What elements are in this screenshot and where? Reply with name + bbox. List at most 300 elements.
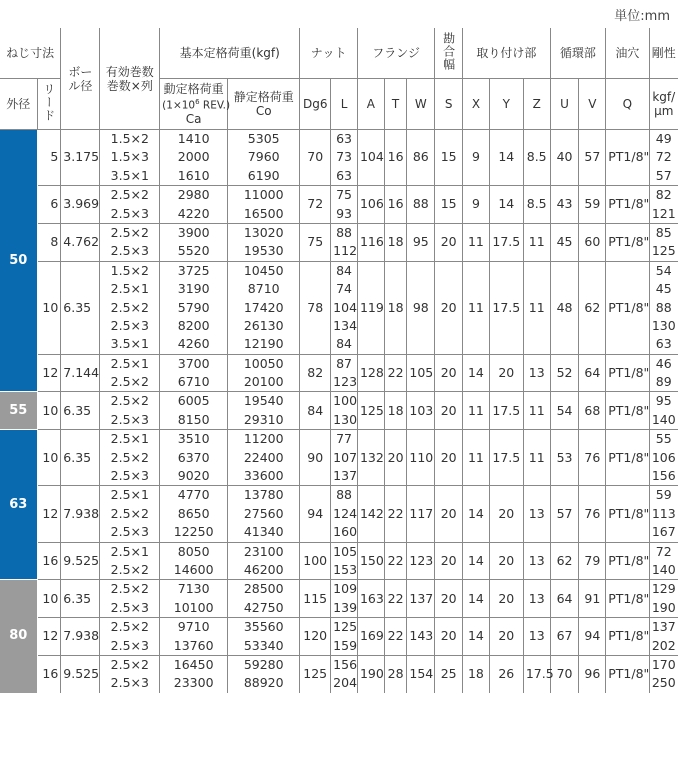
x-cell: 11: [463, 261, 490, 354]
lead-cell: 16: [37, 655, 61, 692]
header-rigidity: 剛性: [649, 28, 678, 79]
rigidity-cell-value: 156: [651, 468, 676, 484]
w-cell: 88: [407, 186, 435, 224]
table-row: [0, 223, 678, 261]
ball-dia-cell: 4.762: [61, 223, 100, 261]
a-cell: 128: [357, 354, 384, 392]
rigidity-cell: [649, 186, 678, 224]
rigidity-cell-value: 54: [655, 262, 672, 278]
length-cell-value: 125: [333, 619, 358, 635]
dynamic-load-cell-value: 6710: [177, 374, 210, 390]
rigidity-cell-value: 89: [655, 374, 672, 390]
t-cell: 18: [384, 261, 407, 354]
u-cell: 62: [550, 542, 579, 580]
static-load-cell-value: 59280: [243, 656, 284, 672]
dynamic-load-cell: [160, 430, 228, 486]
dynamic-load-cell-value: 2980: [177, 187, 210, 203]
oil-hole-cell: PT1/8": [606, 542, 649, 580]
x-cell: 14: [463, 618, 490, 656]
ball-dia-cell: 7.144: [61, 354, 100, 392]
header-screw-size: ねじ寸法: [0, 28, 61, 79]
dynamic-load-cell-value: 23300: [173, 675, 214, 691]
y-cell: 20: [489, 354, 523, 392]
header-turns: 有効巻数 巻数×列: [100, 28, 160, 130]
static-load-cell: [228, 130, 300, 186]
length-cell-value: 107: [333, 449, 358, 465]
static-load-cell-value: 23100: [243, 543, 284, 559]
ball-dia-cell: 7.938: [61, 618, 100, 656]
header-recirc: 循環部: [550, 28, 606, 79]
length-cell-value: 63: [336, 131, 353, 146]
z-cell: 13: [523, 580, 550, 618]
dynamic-load-cell: [160, 580, 228, 618]
x-cell: 9: [463, 186, 490, 224]
dynamic-load-cell-value: 12250: [173, 524, 214, 540]
x-cell: 14: [463, 580, 490, 618]
header-s: S: [435, 79, 463, 130]
ball-dia-cell: 9.525: [61, 542, 100, 580]
z-cell: 8.5: [523, 130, 550, 186]
turns-cell-value: 1.5×2: [110, 131, 149, 146]
lead-cell: 12: [37, 354, 61, 392]
s-cell: 15: [435, 186, 463, 224]
rigidity-cell: [649, 392, 678, 430]
table-row: [0, 580, 678, 618]
dg6-cell: 120: [300, 618, 331, 656]
u-cell: 70: [550, 655, 579, 692]
rigidity-cell-value: 49: [655, 131, 672, 146]
u-cell: 40: [550, 130, 579, 186]
dg6-cell: 82: [300, 354, 331, 392]
a-cell: 104: [357, 130, 384, 186]
length-cell-value: 77: [336, 431, 353, 447]
dynamic-load-cell-value: 8150: [177, 411, 210, 427]
x-cell: 11: [463, 430, 490, 486]
w-cell: 117: [407, 486, 435, 542]
length-cell-value: 88: [336, 224, 353, 240]
dynamic-load-cell-value: 7130: [177, 581, 210, 597]
rigidity-cell-value: 59: [655, 487, 672, 503]
turns-cell-value: 3.5×1: [110, 336, 149, 352]
rigidity-cell-value: 170: [651, 656, 676, 672]
u-cell: 48: [550, 261, 579, 354]
y-cell: 20: [489, 618, 523, 656]
length-cell: [331, 261, 358, 354]
rigidity-cell-value: 57: [655, 167, 672, 183]
s-cell: 20: [435, 580, 463, 618]
a-cell: 116: [357, 223, 384, 261]
turns-cell-value: 2.5×2: [110, 224, 149, 240]
length-cell-value: 123: [333, 374, 358, 390]
oil-hole-cell: PT1/8": [606, 186, 649, 224]
turns-cell: [100, 486, 160, 542]
static-load-cell: [228, 186, 300, 224]
rigidity-cell-value: 167: [651, 524, 676, 540]
turns-cell-value: 2.5×2: [110, 187, 149, 203]
outer-dia-cell: 80: [0, 580, 37, 693]
turns-cell: [100, 392, 160, 430]
a-cell: 190: [357, 655, 384, 692]
turns-cell: [100, 580, 160, 618]
length-cell: [331, 223, 358, 261]
dynamic-load-cell-value: 2000: [177, 149, 210, 165]
lead-cell: 12: [37, 618, 61, 656]
dynamic-load-cell-value: 14600: [173, 561, 214, 577]
z-cell: 11: [523, 430, 550, 486]
t-cell: 16: [384, 130, 407, 186]
v-cell: 64: [579, 354, 606, 392]
dynamic-load-cell-value: 1610: [177, 167, 210, 183]
header-outer-dia: 外径: [0, 79, 37, 130]
t-cell: 28: [384, 655, 407, 692]
static-load-cell-value: 53340: [243, 637, 284, 653]
a-cell: 132: [357, 430, 384, 486]
ball-dia-cell: 6.35: [61, 430, 100, 486]
oil-hole-cell: PT1/8": [606, 486, 649, 542]
rigidity-cell: [649, 223, 678, 261]
static-load-cell-value: 19530: [243, 243, 284, 259]
turns-cell-value: 2.5×3: [110, 468, 149, 484]
rigidity-cell-value: 88: [655, 299, 672, 315]
w-cell: 154: [407, 655, 435, 692]
turns-cell-value: 2.5×3: [110, 411, 149, 427]
t-cell: 22: [384, 580, 407, 618]
t-cell: 16: [384, 186, 407, 224]
lead-cell: 10: [37, 261, 61, 354]
unit-label: 単位:mm: [614, 9, 670, 24]
length-cell-value: 124: [333, 505, 358, 521]
turns-cell: [100, 618, 160, 656]
turns-cell: [100, 430, 160, 486]
table-row: [0, 486, 678, 542]
static-load-cell-value: 22400: [243, 449, 284, 465]
turns-cell: [100, 130, 160, 186]
static-load-cell-value: 26130: [243, 317, 284, 333]
oil-hole-cell: PT1/8": [606, 354, 649, 392]
static-load-cell-value: 5305: [247, 131, 280, 146]
turns-cell: [100, 186, 160, 224]
static-load-cell-value: 11000: [243, 187, 284, 203]
dg6-cell: 84: [300, 392, 331, 430]
w-cell: 86: [407, 130, 435, 186]
lead-cell: 16: [37, 542, 61, 580]
header-rig-unit: kgf/ μm: [649, 79, 678, 130]
u-cell: 45: [550, 223, 579, 261]
a-cell: 119: [357, 261, 384, 354]
y-cell: 20: [489, 580, 523, 618]
static-load-cell-value: 12190: [243, 336, 284, 352]
u-cell: 52: [550, 354, 579, 392]
u-cell: 67: [550, 618, 579, 656]
table-row: [0, 392, 678, 430]
table-row: [0, 655, 678, 692]
rigidity-cell: [649, 618, 678, 656]
lead-cell: 8: [37, 223, 61, 261]
x-cell: 14: [463, 542, 490, 580]
turns-cell-value: 2.5×2: [110, 561, 149, 577]
static-load-cell-value: 11200: [243, 431, 284, 447]
static-load-cell-value: 10050: [243, 355, 284, 371]
oil-hole-cell: PT1/8": [606, 430, 649, 486]
static-load-cell-value: 33600: [243, 468, 284, 484]
lead-cell: 6: [37, 186, 61, 224]
y-cell: 14: [489, 186, 523, 224]
dg6-cell: 78: [300, 261, 331, 354]
static-load-cell-value: 27560: [243, 505, 284, 521]
turns-cell-value: 2.5×3: [110, 205, 149, 221]
outer-dia-cell: 63: [0, 430, 37, 580]
z-cell: 11: [523, 223, 550, 261]
dynamic-load-cell-value: 3725: [177, 262, 210, 278]
turns-cell: [100, 261, 160, 354]
length-cell: [331, 354, 358, 392]
rigidity-cell-value: 45: [655, 281, 672, 297]
w-cell: 103: [407, 392, 435, 430]
static-load-cell: [228, 430, 300, 486]
rigidity-cell-value: 140: [651, 561, 676, 577]
a-cell: 163: [357, 580, 384, 618]
u-cell: 54: [550, 392, 579, 430]
table-row: [0, 186, 678, 224]
static-load-cell: [228, 261, 300, 354]
static-load-cell-value: 13780: [243, 487, 284, 503]
w-cell: 123: [407, 542, 435, 580]
table-row: [0, 130, 678, 186]
turns-cell-value: 2.5×2: [110, 374, 149, 390]
length-cell: [331, 130, 358, 186]
header-y: Y: [489, 79, 523, 130]
dynamic-load-cell: [160, 392, 228, 430]
length-cell-value: 75: [336, 187, 353, 203]
dynamic-load-cell: [160, 542, 228, 580]
turns-cell-value: 2.5×3: [110, 243, 149, 259]
v-cell: 59: [579, 186, 606, 224]
turns-cell-value: 1.5×3: [110, 149, 149, 165]
lead-cell: 10: [37, 392, 61, 430]
lead-cell: 12: [37, 486, 61, 542]
turns-cell-value: 2.5×1: [110, 431, 149, 447]
length-cell: [331, 542, 358, 580]
rigidity-cell: [649, 542, 678, 580]
y-cell: 14: [489, 130, 523, 186]
t-cell: 18: [384, 223, 407, 261]
x-cell: 14: [463, 486, 490, 542]
length-cell: [331, 392, 358, 430]
turns-cell-value: 2.5×1: [110, 281, 149, 297]
dynamic-load-cell-value: 3510: [177, 431, 210, 447]
u-cell: 64: [550, 580, 579, 618]
dynamic-load-cell: [160, 261, 228, 354]
u-cell: 43: [550, 186, 579, 224]
dynamic-load-cell-value: 8050: [177, 543, 210, 559]
rigidity-cell-value: 95: [655, 393, 672, 409]
rigidity-cell-value: 113: [651, 505, 676, 521]
z-cell: 8.5: [523, 186, 550, 224]
dynamic-load-cell-value: 16450: [173, 656, 214, 672]
v-cell: 94: [579, 618, 606, 656]
header-a: A: [357, 79, 384, 130]
dynamic-load-cell-value: 3900: [177, 224, 210, 240]
t-cell: 18: [384, 392, 407, 430]
rigidity-cell-value: 46: [655, 355, 672, 371]
length-cell-value: 105: [333, 543, 358, 559]
length-cell: [331, 486, 358, 542]
dynamic-load-cell-value: 5790: [177, 299, 210, 315]
turns-cell-value: 2.5×1: [110, 543, 149, 559]
t-cell: 22: [384, 486, 407, 542]
ball-dia-cell: 6.35: [61, 392, 100, 430]
static-load-cell-value: 88920: [243, 675, 284, 691]
y-cell: 20: [489, 486, 523, 542]
header-t: T: [384, 79, 407, 130]
v-cell: 91: [579, 580, 606, 618]
rigidity-cell-value: 106: [651, 449, 676, 465]
dynamic-load-cell-value: 4770: [177, 487, 210, 503]
a-cell: 125: [357, 392, 384, 430]
z-cell: 13: [523, 354, 550, 392]
static-load-cell-value: 16500: [243, 205, 284, 221]
table-row: [0, 618, 678, 656]
x-cell: 18: [463, 655, 490, 692]
z-cell: 11: [523, 261, 550, 354]
header-static: 静定格荷重 Co: [228, 79, 300, 130]
s-cell: 20: [435, 261, 463, 354]
ball-dia-cell: 3.175: [61, 130, 100, 186]
turns-cell-value: 2.5×3: [110, 637, 149, 653]
v-cell: 57: [579, 130, 606, 186]
v-cell: 60: [579, 223, 606, 261]
oil-hole-cell: PT1/8": [606, 392, 649, 430]
static-load-cell: [228, 354, 300, 392]
dg6-cell: 115: [300, 580, 331, 618]
x-cell: 14: [463, 354, 490, 392]
a-cell: 150: [357, 542, 384, 580]
static-load-cell-value: 41340: [243, 524, 284, 540]
dg6-cell: 125: [300, 655, 331, 692]
static-load-cell: [228, 580, 300, 618]
length-cell-value: 204: [333, 675, 358, 691]
oil-hole-cell: PT1/8": [606, 130, 649, 186]
turns-cell-value: 2.5×2: [110, 299, 149, 315]
length-cell-value: 100: [333, 393, 358, 409]
static-load-cell: [228, 618, 300, 656]
rigidity-cell: [649, 655, 678, 692]
length-cell-value: 73: [336, 149, 353, 165]
static-load-cell: [228, 486, 300, 542]
dynamic-load-cell-value: 4260: [177, 336, 210, 352]
turns-cell-value: 1.5×2: [110, 262, 149, 278]
turns-cell-value: 2.5×1: [110, 487, 149, 503]
dynamic-load-cell: [160, 354, 228, 392]
header-mounting: 取り付け部: [463, 28, 551, 79]
spec-table: [0, 28, 678, 693]
t-cell: 22: [384, 618, 407, 656]
length-cell-value: 137: [333, 468, 358, 484]
dynamic-load-cell: [160, 655, 228, 692]
rigidity-cell-value: 125: [651, 243, 676, 259]
turns-cell-value: 3.5×1: [110, 167, 149, 183]
static-load-cell: [228, 655, 300, 692]
static-load-cell: [228, 542, 300, 580]
static-load-cell-value: 20100: [243, 374, 284, 390]
y-cell: 26: [489, 655, 523, 692]
u-cell: 53: [550, 430, 579, 486]
v-cell: 96: [579, 655, 606, 692]
header-dynamic: 動定格荷重 ($1\times 10^6$ REV.) Ca: [160, 79, 228, 130]
u-cell: 57: [550, 486, 579, 542]
turns-cell-value: 2.5×2: [110, 619, 149, 635]
dynamic-load-cell: [160, 223, 228, 261]
rigidity-cell-value: 190: [651, 599, 676, 615]
rigidity-cell: [649, 580, 678, 618]
rigidity-cell-value: 82: [655, 187, 672, 203]
dynamic-load-cell-value: 13760: [173, 637, 214, 653]
length-cell: [331, 655, 358, 692]
dynamic-load-cell-value: 1410: [177, 131, 210, 146]
outer-dia-cell: 55: [0, 392, 37, 430]
length-cell-value: 84: [336, 262, 353, 278]
t-cell: 20: [384, 430, 407, 486]
s-cell: 20: [435, 486, 463, 542]
header-ball-dia: ボール径: [61, 28, 100, 130]
s-cell: 25: [435, 655, 463, 692]
y-cell: 17.5: [489, 261, 523, 354]
static-load-cell-value: 42750: [243, 599, 284, 615]
z-cell: 13: [523, 542, 550, 580]
rigidity-cell-value: 250: [651, 675, 676, 691]
lead-cell: 10: [37, 430, 61, 486]
x-cell: 11: [463, 223, 490, 261]
dg6-cell: 72: [300, 186, 331, 224]
v-cell: 79: [579, 542, 606, 580]
length-cell-value: 74: [336, 281, 353, 297]
rigidity-cell-value: 72: [655, 149, 672, 165]
turns-cell-value: 2.5×2: [110, 505, 149, 521]
oil-hole-cell: PT1/8": [606, 655, 649, 692]
rigidity-cell-value: 129: [651, 581, 676, 597]
static-load-cell-value: 46200: [243, 561, 284, 577]
spec-body: [0, 130, 678, 693]
turns-cell-value: 2.5×2: [110, 656, 149, 672]
dynamic-load-cell-value: 8200: [177, 317, 210, 333]
s-cell: 20: [435, 542, 463, 580]
turns-cell-value: 2.5×3: [110, 524, 149, 540]
length-cell-value: 104: [333, 299, 358, 315]
length-cell: [331, 618, 358, 656]
t-cell: 22: [384, 354, 407, 392]
rigidity-cell: [649, 130, 678, 186]
a-cell: 142: [357, 486, 384, 542]
dg6-cell: 94: [300, 486, 331, 542]
length-cell-value: 159: [333, 637, 358, 653]
lead-cell: 10: [37, 580, 61, 618]
rigidity-cell-value: 137: [651, 619, 676, 635]
length-cell-value: 88: [336, 487, 353, 503]
turns-cell: [100, 354, 160, 392]
ball-dia-cell: 9.525: [61, 655, 100, 692]
length-cell-value: 93: [336, 205, 353, 221]
turns-cell-value: 2.5×3: [110, 317, 149, 333]
dg6-cell: 75: [300, 223, 331, 261]
header-notch-width: 勘合幅: [435, 28, 463, 79]
w-cell: 110: [407, 430, 435, 486]
outer-dia-cell: 50: [0, 130, 37, 392]
table-row: [0, 542, 678, 580]
length-cell-value: 63: [336, 167, 353, 183]
y-cell: 17.5: [489, 392, 523, 430]
length-cell-value: 134: [333, 317, 358, 333]
table-row: [0, 354, 678, 392]
